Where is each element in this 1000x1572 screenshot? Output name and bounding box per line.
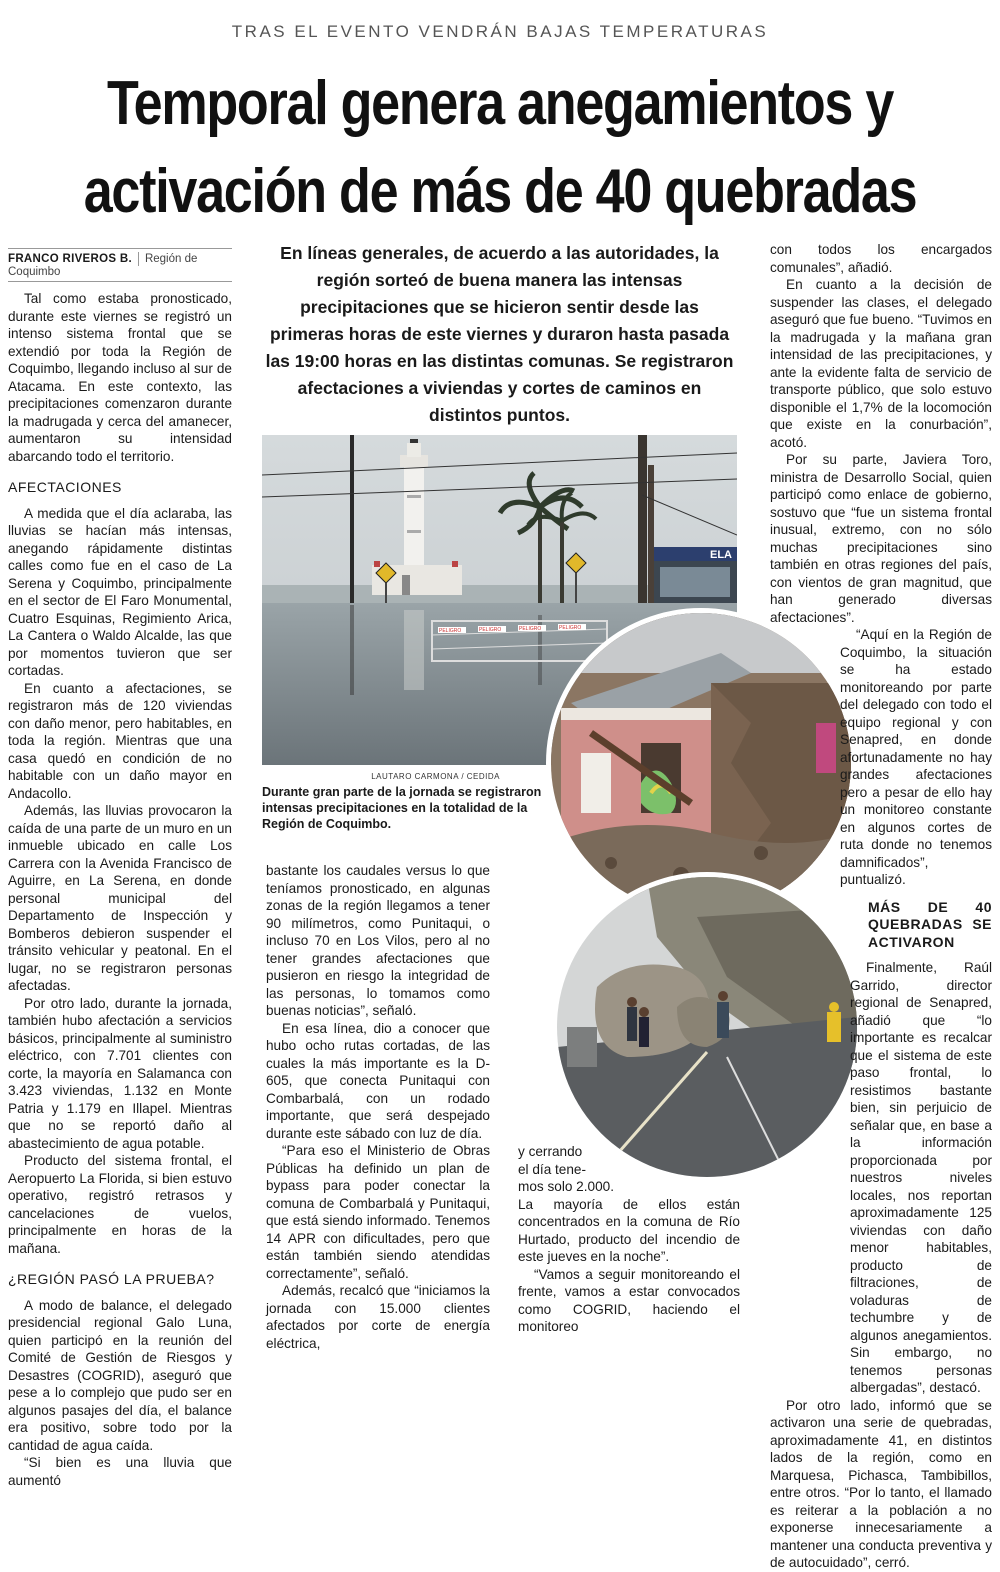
store-sign-text: ELA — [710, 549, 732, 561]
paragraph: “Para eso el Ministerio de Obras Públicas ha definido un plan de bypass para poder conectar la comuna de Combarbalá y Punitaqui, que está siendo informado. Tenemos 14 APR con dificultades, pero que están también siendo atendidas correctamente”, señaló. — [266, 1143, 490, 1281]
paragraph: Por otro lado, durante la jornada, también hubo afectación a servicios básicos, principalmente al suministro eléctrico, con 7.701 clientes con corte, la mayoría en Salamanca con 3.423 viviendas, 1.132 en Monte Patria y 1.179 en Illapel. Mientras que no se reportó daño al abastecimiento de agua potable. — [8, 995, 232, 1151]
byline — [8, 248, 232, 282]
paragraph: A modo de balance, el delegado presidencial regional Galo Luna, quien participó en la reunión del Comité de Gestión de Riesgos y Desastres (COGRID), aseguró que pese a lo complejo que pudo ser en algunos pasajes del día, el balance era positivo, sobre todo por la cantidad de agua caída. — [8, 1297, 232, 1453]
paragraph: Además, las lluvias provocaron la caída de una parte de un muro en un inmueble ubicado en calle Los Carrera con la Avenida Francisco de Aguirre, en La Serena, en donde personal municipal del Departamento de Inspección y Bomberos debieron suspender el tránsito vehicular y peatonal. En el lugar, no se registraron personas afectadas. — [8, 803, 232, 993]
barrier-label: PELIGRO — [559, 625, 582, 631]
storefront — [654, 547, 737, 607]
headline — [80, 60, 920, 236]
paragraph: bastante los caudales versus lo que teníamos pronosticado, en algunas zonas de la región llegamos a tener 90 milímetros, como Punitaqui, o incluso 70 en Los Vilos, pero al no tener grandes afectaciones que pusieron en riesgo la integridad de las personas, lo tomamos como buenas noticias”, señaló. — [266, 863, 490, 1018]
paragraph: “Aquí en la Región de Coquimbo, la situación se ha estado monitoreando por parte del delegado con todo el equipo regional y con Senapred, en donde afortunadamente no hay grandes afectaciones pero a pesar de ello hay un monitoreo constante en algunos cortes de ruta donde no tenemos damnificados”, puntualizó. — [840, 627, 992, 887]
barrier-label: PELIGRO — [439, 628, 462, 634]
text-line: el día tene- — [518, 1161, 587, 1177]
barrier-label: PELIGRO — [519, 626, 542, 632]
column-2 — [266, 862, 490, 1352]
column-3 — [518, 1143, 740, 1336]
barrier-label: PELIGRO — [479, 627, 502, 633]
photo-caption: Durante gran parte de la jornada se registraron intensas precipitaciones en la totalidad de la Región de Coquimbo. — [262, 785, 542, 831]
paragraph: con todos los encargados comunales”, añadió. — [770, 242, 992, 275]
byline-section: Región de Coquimbo — [8, 253, 198, 278]
paragraph: “Vamos a seguir monitoreando el frente, vamos a estar convocados como COGRID, haciendo el monitoreo — [518, 1266, 740, 1334]
headline-line-2: activación de más de 40 quebradas — [83, 157, 917, 226]
paragraph: La mayoría de ellos están concentrados en la comuna de Río Hurtado, producto del incendio de este jueves en la noche”. — [518, 1196, 740, 1264]
paragraph: Por su parte, Javiera Toro, ministra de Desarrollo Social, quien participó como enlace de gobierno, sostuvo que “fue un sistema frontal inusual, extremo, con no sólo muchas precipitaciones sino también en otras regiones del país, con vientos de gran magnitud, que han generado diversas afectaciones”. — [770, 452, 992, 625]
headline-line-1: Temporal genera anegamientos y — [106, 69, 894, 138]
byline-author: FRANCO RIVEROS B. — [8, 253, 132, 266]
subheading-region-prueba: ¿REGIÓN PASÓ LA PRUEBA? — [8, 1271, 215, 1287]
column-4 — [770, 241, 992, 1572]
paragraph: Por otro lado, informó que se activaron una serie de quebradas, aproximadamente 41, en distintos lados de la región, como en Marquesa, Pichasca, Tambibillos, entre otros. “Por lo tanto, el llamado es reiterar a la población a no exponerse innecesariamente a mantener una conducta preventiva y de autocuidado”, cerró. — [770, 1397, 992, 1570]
kicker: TRAS EL EVENTO VENDRÁN BAJAS TEMPERATURAS — [231, 22, 769, 41]
photo-credit: LAUTARO CARMONA / CEDIDA — [371, 772, 500, 781]
text-line: mos solo 2.000. — [518, 1179, 614, 1194]
paragraph: A medida que el día aclaraba, las lluvias se hacían más intensas, anegando rápidamente distintas calles como fue en el caso de La Serena y Coquimbo, principalmente en el sector de El Faro Monumental, Cuatro Esquinas, Regimiento Arica, La Cantera o Waldo Alcalde, las que por momentos tuvieron que ser cortadas. — [8, 505, 232, 678]
lead-paragraph: En líneas generales, de acuerdo a las autoridades, la región sorteó de buena manera las intensas precipitaciones que se hicieron sentir desde las primeras horas de este viernes y duraron hasta pasada las 19:00 horas en las distintas comunas. Se registraron afectaciones a viviendas y cortes de caminos en distintos puntos. — [265, 243, 734, 425]
paragraph: En esa línea, dio a conocer que hubo ocho rutas cortadas, de las cuales la más importante es la D-605, que conecta Punitaqui con Combarbalá, con un rodado importante, que será despejado durante este sábado con luz de día. — [266, 1020, 490, 1141]
paragraph: “Si bien es una lluvia que aumentó — [8, 1455, 232, 1488]
text-line: y cerrando — [518, 1144, 583, 1159]
subheading-quebradas: MÁS DE 40 QUEBRADAS SE ACTIVARON — [868, 898, 992, 950]
paragraph: Además, recalcó que “iniciamos la jornada con 15.000 clientes afectados por corte de energía eléctrica, — [266, 1283, 490, 1351]
paragraph: En cuanto a la decisión de suspender las clases, el delegado aseguró que fue bueno. “Tuvimos en la madrugada y la mañana gran intensidad de las precipitaciones, y ante la evidente falta de servicio de transporte público, que solo estuvo disponible el 1,7% de la locomoción que existe en la conurbación”, acotó. — [770, 277, 992, 450]
paragraph: Producto del sistema frontal, el Aeropuerto La Florida, si bien estuvo operativo, registró retrasos y cancelaciones de vuelos, principalmente en horas de la mañana. — [8, 1153, 232, 1256]
paragraph: Finalmente, Raúl Garrido, director regional de Senapred, añadió que “lo importante es recalcar que el sistema de este paso frontal, lo resistimos bastante bien, sin perjuicio de señalar que, en base a la información proporcionada por nuestros niveles locales, nos reportan aproximadamente 125 viviendas con daño menor habitables, producto de filtraciones, de voladuras de techumbre y de algunos anegamientos. Sin embargo, no tenemos personas albergadas”, destacó. — [850, 960, 992, 1395]
column-1 — [8, 290, 232, 1489]
subheading-afectaciones: AFECTACIONES — [8, 479, 122, 495]
paragraph: En cuanto a afectaciones, se registraron más de 120 viviendas con daño menor, pero habitables, en toda la región. Mientras que una casa quedó en condición de no habitable con un daño mayor en Andacollo. — [8, 680, 232, 801]
byline-separator — [138, 252, 139, 266]
paragraph: Tal como estaba pronosticado, durante este viernes se registró un intenso sistema frontal que se extendió por toda la Región de Coquimbo, llegando incluso al sur de Atacama. En este contexto, las precipitaciones comenzaron durante la madrugada y cerca del amanecer, aumentaron su intensidad abarcando todo el territorio. — [8, 291, 232, 464]
